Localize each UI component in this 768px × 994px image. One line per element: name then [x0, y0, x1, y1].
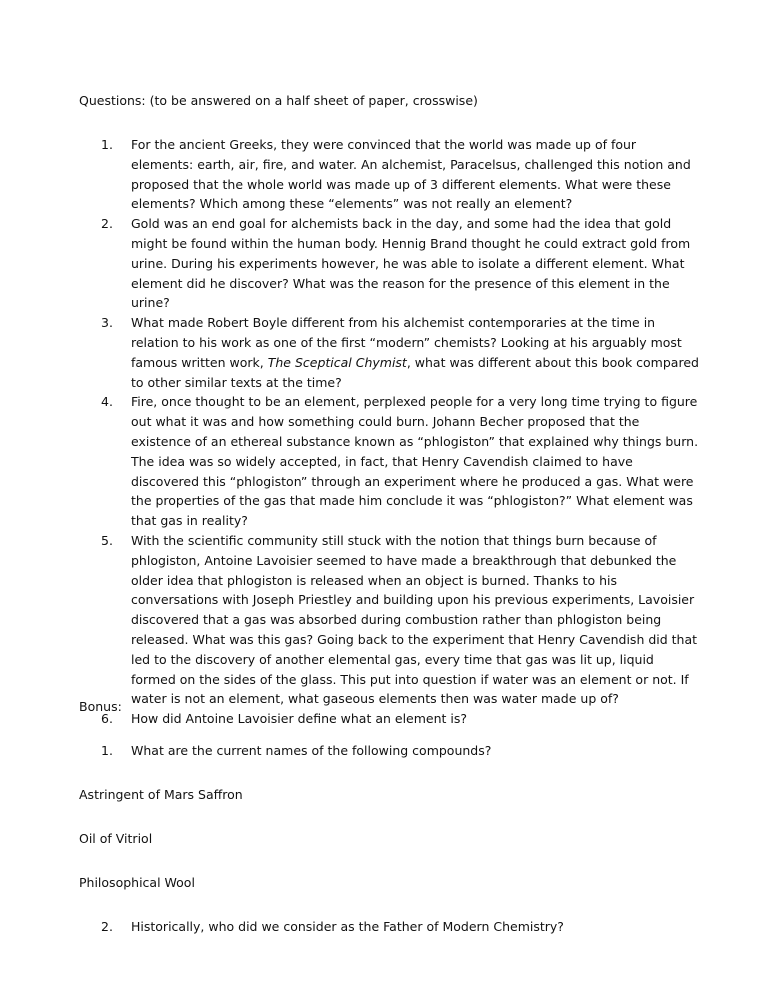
question-item-2 [79, 214, 699, 313]
questions-heading: Questions: (to be answered on a half sheet of paper, crosswise) [79, 93, 478, 108]
question-text-part: What made Robert Boyle different from his alchemist contemporaries at the time in relation to his work as one of the first “modern” chemists? Looking at his arguably most famous written work, [131, 315, 682, 370]
question-text: Gold was an end goal for alchemists back in the day, and some had the idea that gold might be found within the human body. Hennig Brand thought he could extract gold from urine. During his experiments however, he was able to isolate a different element. What element did he discover? What was the reason for the presence of this element in the urine? [131, 216, 691, 311]
question-text: How did Antoine Lavoisier define what an element is? [131, 711, 468, 727]
question-number: 1. [101, 743, 113, 758]
question-item-5 [79, 531, 699, 709]
compound-name: Astringent of Mars Saffron [79, 787, 243, 802]
question-text: What are the current names of the following compounds? [131, 743, 492, 758]
compound-name: Oil of Vitriol [79, 831, 153, 846]
question-item-4 [79, 392, 699, 531]
question-text: For the ancient Greeks, they were convinced that the world was made up of four elements: earth, air, fire, and water. An alchemist, Paracelsus, challenged this notion and proposed that the whole world was made up of 3 different elements. What were these elements? Which among these “elements” was not really an element? [131, 137, 691, 212]
question-number: 2. [101, 216, 113, 232]
question-number: 3. [101, 315, 113, 331]
question-text: Fire, once thought to be an element, perplexed people for a very long time trying to figure out what it was and how something could burn. Johann Becher proposed that the existence of an ethereal substance known as “phlogiston” that explained why things burn. The idea was so widely accepted, in fact, that Henry Cavendish claimed to have discovered this “phlogiston” through an experiment where he produced a gas. What were the properties of the gas that made him conclude it was “phlogiston?” What element was that gas in reality? [131, 394, 699, 529]
question-number: 2. [101, 919, 113, 934]
question-text: Historically, who did we consider as the Father of Modern Chemistry? [131, 919, 564, 934]
bonus-question-2 [79, 917, 699, 937]
bonus-question-1 [79, 741, 699, 761]
question-number: 4. [101, 394, 113, 410]
question-number: 1. [101, 137, 113, 152]
question-item-3 [79, 313, 699, 392]
compound-name: Philosophical Wool [79, 875, 195, 890]
question-number: 5. [101, 532, 113, 548]
question-item-1 [79, 135, 699, 214]
question-text [131, 313, 699, 392]
questions-list [79, 135, 699, 729]
bonus-heading: Bonus: [79, 699, 122, 714]
question-text: With the scientific community still stuck with the notion that things burn because of phlogiston, Antoine Lavoisier seemed to have made a breakthrough that debunked the older idea that phlogiston is released when an object is burned. Thanks to his conversations with Joseph Priestley and building upon his previous experiments, Lavoisier discovered that a gas was absorbed during combustion rather than phlogiston being released. What was this gas? Going back to the experiment that Henry Cavendish did that led to the discovery of another elemental gas, every time that gas was lit up, liquid formed on the sides of the glass. This put into question if water was an element or not. If water is not an element, what gaseous elements then was water made up of? [131, 532, 698, 707]
question-item-6 [79, 709, 699, 729]
question-text-part: , what was different about this book compared to other similar texts at the time? [131, 354, 699, 390]
question-number: 6. [101, 711, 113, 727]
book-title: The Sceptical Chymist [267, 354, 407, 370]
